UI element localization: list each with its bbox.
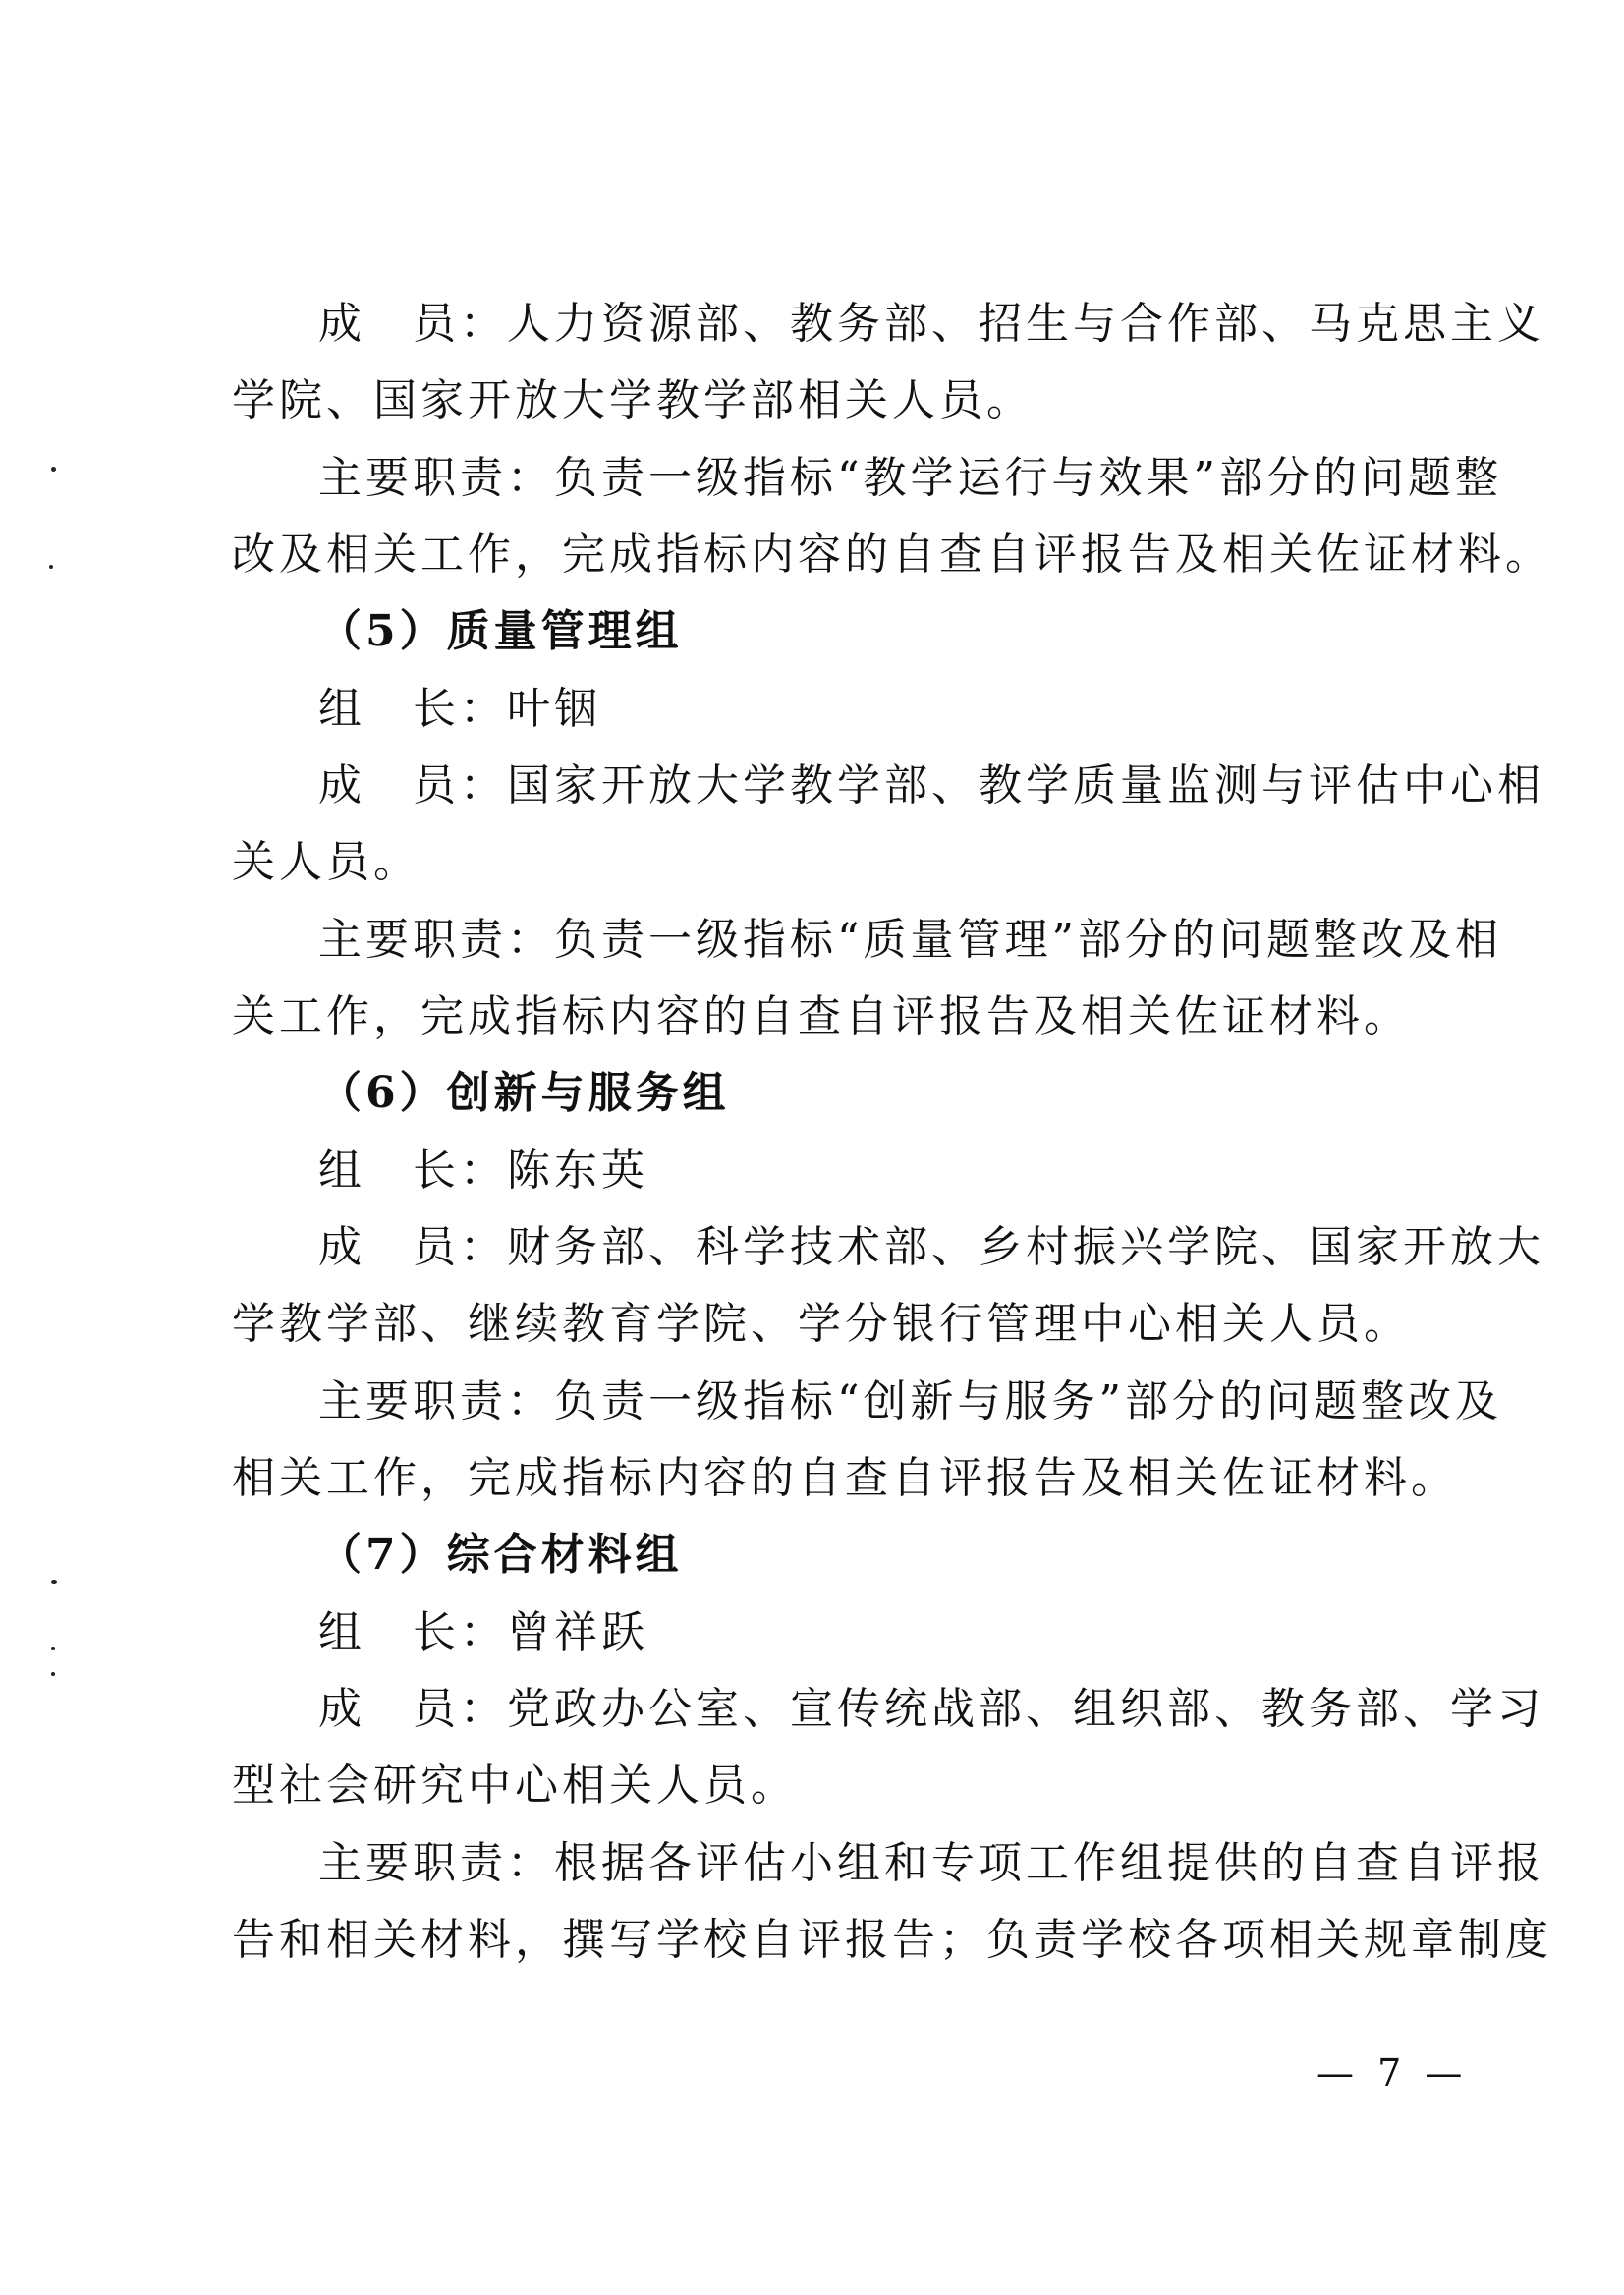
paragraph-line: 学院、国家开放大学教学部相关人员。: [232, 375, 1034, 425]
paragraph-line: 成 员：党政办公室、宣传统战部、组织部、教务部、学习: [318, 1684, 1544, 1734]
paragraph-line: 关工作，完成指标内容的自查自评报告及相关佐证材料。: [232, 991, 1411, 1041]
paragraph-line: 主要职责：负责一级指标“质量管理”部分的问题整改及相: [318, 915, 1502, 965]
paragraph-line: 主要职责：负责一级指标“教学运行与效果”部分的问题整: [318, 453, 1502, 503]
page-number: — 7 —: [1316, 2051, 1469, 2095]
section-heading: （6）创新与服务组: [318, 1068, 730, 1118]
scan-speck: [51, 467, 56, 472]
paragraph-line: 成 员：财务部、科学技术部、乡村振兴学院、国家开放大: [318, 1222, 1544, 1272]
scan-speck: [51, 1580, 57, 1584]
section-heading: （7）综合材料组: [318, 1530, 683, 1580]
scan-speck: [51, 1647, 55, 1650]
paragraph-line: 关人员。: [232, 837, 420, 887]
paragraph-line: 组 长：叶铟: [318, 684, 601, 734]
scan-speck: [51, 1672, 55, 1676]
paragraph-line: 成 员：国家开放大学教学部、教学质量监测与评估中心相: [318, 760, 1544, 811]
paragraph-line: 组 长：陈东英: [318, 1146, 648, 1196]
paragraph-line: 相关工作，完成指标内容的自查自评报告及相关佐证材料。: [232, 1453, 1458, 1503]
paragraph-line: 型社会研究中心相关人员。: [232, 1761, 798, 1811]
scan-speck: [49, 565, 53, 569]
paragraph-line: 成 员：人力资源部、教务部、招生与合作部、马克思主义: [318, 299, 1544, 349]
paragraph-line: 主要职责：负责一级指标“创新与服务”部分的问题整改及: [318, 1376, 1502, 1427]
section-heading: （5）质量管理组: [318, 606, 683, 656]
paragraph-line: 告和相关材料，撰写学校自评报告；负责学校各项相关规章制度: [232, 1915, 1552, 1965]
paragraph-line: 主要职责：根据各评估小组和专项工作组提供的自查自评报: [318, 1838, 1544, 1888]
paragraph-line: 学教学部、继续教育学院、学分银行管理中心相关人员。: [232, 1299, 1411, 1349]
paragraph-line: 改及相关工作，完成指标内容的自查自评报告及相关佐证材料。: [232, 530, 1552, 580]
paragraph-line: 组 长：曾祥跃: [318, 1607, 648, 1657]
